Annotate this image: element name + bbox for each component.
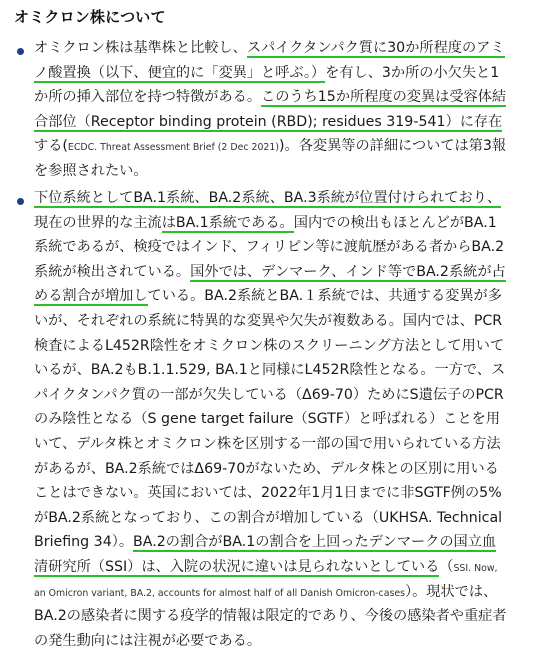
highlighted-text: このうち15か所程度の変異は受容体結 xyxy=(261,89,507,106)
text-line xyxy=(34,457,526,482)
body-text: する( xyxy=(34,138,68,155)
body-text: 系統が検出されている。 xyxy=(34,263,191,280)
bullet-2 xyxy=(17,198,24,205)
body-text: 系統であるが、検疫ではインド、フィリピン等に渡航歴がある者からBA.2 xyxy=(34,239,505,256)
text-line xyxy=(34,159,526,184)
body-text: いて、デルタ株とオミクロン株を区別する一部の国で用いられている方法 xyxy=(34,435,501,452)
body-text: 検査によるL452R陰性をオミクロン株のスクリーニング方法として用いて xyxy=(34,337,505,354)
highlighted-text: める割合が増加し xyxy=(34,288,148,305)
text-line xyxy=(34,334,526,359)
text-line xyxy=(34,506,526,531)
text-line xyxy=(34,284,526,309)
bullet-1 xyxy=(17,48,24,55)
body-text: ）。現状では、 xyxy=(405,583,498,600)
text-line xyxy=(34,530,526,555)
text-line xyxy=(34,85,526,110)
citation-text: ECDC. Threat Assessment Brief (2 Dec 2021) xyxy=(67,142,279,154)
body-text: のみ陰性となる（S gene target failure（SGTF）と呼ばれる）ことを用 xyxy=(34,411,501,428)
highlighted-text: はBA.1系統である。 xyxy=(161,214,294,231)
text-line xyxy=(34,186,526,211)
citation-text: an Omicron variant, BA.2, accounts for almost half of all Danish Omicron-cases xyxy=(34,587,405,599)
body-text: いるが、BA.2もB.1.1.529, BA.1と同様にL452R陰性となる。一方で、ス xyxy=(34,362,506,379)
body-text: パイクタンパク質の一部が欠失している（Δ69-70）ためにS遺伝子のPCR xyxy=(34,386,504,403)
body-text: いが、それぞれの系統に特異的な変異や欠失が複数ある。国内では、PCR xyxy=(34,312,503,329)
text-line xyxy=(34,604,526,629)
body-text: 現在の世界的な主流 xyxy=(34,214,162,231)
text-line xyxy=(34,629,526,653)
text-line xyxy=(34,134,526,159)
highlighted-text: 合部位（Receptor binding protein (RBD); residues 319-541）に存在 xyxy=(34,113,503,130)
text-line xyxy=(34,555,526,580)
text-line xyxy=(34,481,526,506)
body-text: の発生動向には注視が必要である。 xyxy=(34,632,262,649)
paragraph-1 xyxy=(34,36,526,184)
body-text: を参照されたい。 xyxy=(34,162,148,179)
highlighted-text: ノ酸置換（以下、便宜的に「変異」と呼ぶ。） xyxy=(34,64,326,81)
text-line xyxy=(34,110,526,135)
text-line xyxy=(34,260,526,285)
body-text: ている。BA.2系統とBA.１系統では、共通する変異が多 xyxy=(147,288,502,305)
body-text: か所の挿入部位を持つ特徴がある。 xyxy=(34,89,262,106)
body-text: Briefing 34）。 xyxy=(34,534,134,551)
body-text: （ xyxy=(439,558,454,575)
page-title: オミクロン株について xyxy=(14,8,166,26)
text-line xyxy=(34,61,526,86)
text-line xyxy=(34,383,526,408)
highlighted-text: 清研究所（SSI）は、入院の状況に違いは見られないとしている xyxy=(34,558,440,575)
body-text: ことはできない。英国においては、2022年1月1日までに非SGTF例の5% xyxy=(34,485,502,502)
text-line xyxy=(34,235,526,260)
body-text: )。各変異等の詳細については第3報 xyxy=(279,138,507,155)
citation-text: SSI. Now, xyxy=(453,562,498,574)
text-line xyxy=(34,211,526,236)
text-line xyxy=(34,432,526,457)
text-line xyxy=(34,580,526,605)
body-text: BA.2の感染者に関する疫学的情報は限定的であり、今後の感染者や重症者 xyxy=(34,608,507,625)
text-line xyxy=(34,309,526,334)
paragraph-2 xyxy=(34,186,526,653)
text-line xyxy=(34,407,526,432)
highlighted-text: 下位系統としてBA.1系統、BA.2系統、BA.3系統が位置付けられており、 xyxy=(34,190,502,206)
highlighted-text: BA.2の割合がBA.1の割合を上回ったデンマークの国立血 xyxy=(133,534,497,551)
body-text: があるが、BA.2系統ではΔ69-70がないため、デルタ株との区別に用いる xyxy=(34,460,499,477)
body-text: オミクロン株は基準株と比較し、 xyxy=(34,40,247,56)
body-text: がBA.2系統となっており、この割合が増加している（UKHSA. Technical xyxy=(34,509,503,526)
body-text: 国内での検出もほとんどがBA.1 xyxy=(293,214,497,231)
text-line xyxy=(34,36,526,61)
highlighted-text: スパイクタンパク質に30か所程度のアミ xyxy=(246,40,505,56)
body-text: を有し、3か所の小欠失と1 xyxy=(325,64,500,81)
highlighted-text: 国外では、デンマーク、インド等でBA.2系統が占 xyxy=(190,263,506,280)
text-line xyxy=(34,358,526,383)
